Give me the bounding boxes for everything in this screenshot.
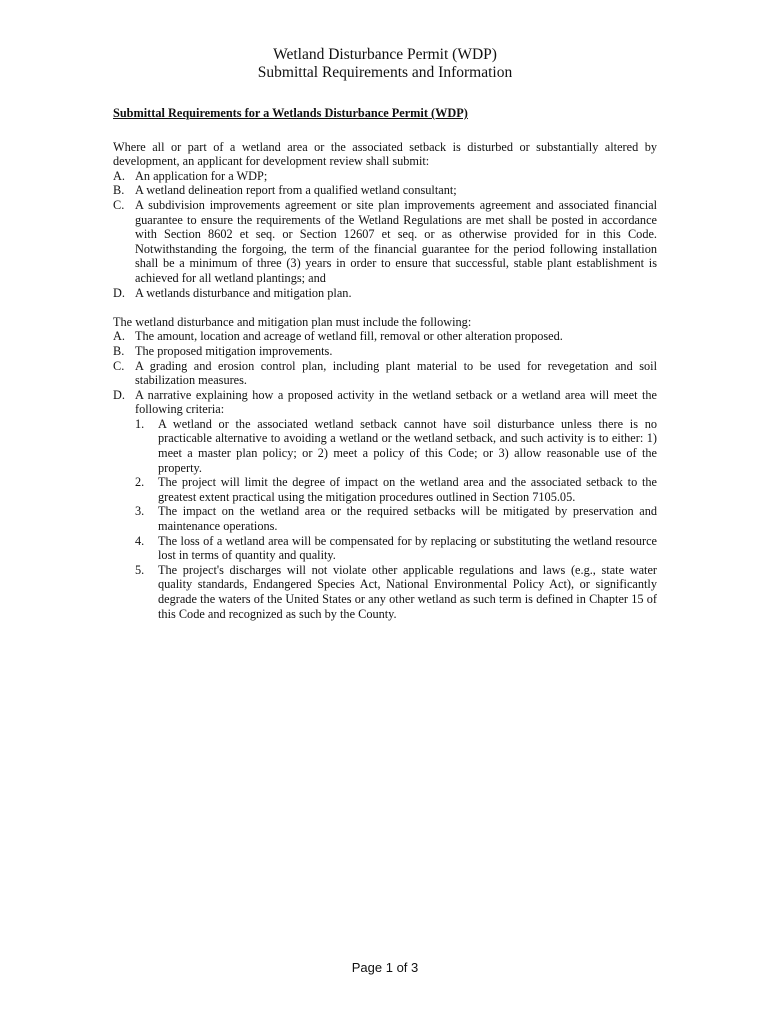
- document-body: [113, 106, 657, 621]
- criteria-text: A wetland or the associated wetland setback cannot have soil disturbance unless there is no practicable alternative to avoiding a wetland or the wetland setback, and such activity is to either: 1) meet a master plan policy; or 2) meet a policy of this Code; or 3) allow reasonable use of the property.: [158, 416, 657, 475]
- criteria-marker: 1.: [135, 416, 145, 431]
- plan-intro-paragraph: The wetland disturbance and mitigation plan must include the following:: [113, 314, 472, 329]
- list-item: [113, 359, 657, 388]
- list-item-text: The proposed mitigation improvements.: [135, 343, 333, 358]
- list-item: [113, 169, 657, 184]
- document-title: Wetland Disturbance Permit (WDP): [273, 46, 497, 63]
- criteria-text: The loss of a wetland area will be compensated for by replacing or substituting the wetland resource lost in terms of quantity and quality.: [158, 533, 657, 563]
- list-item-text: A narrative explaining how a proposed activity in the wetland setback or a wetland area will meet the following criteria:: [135, 387, 657, 417]
- list-marker: A.: [113, 329, 125, 344]
- list-item: [113, 198, 657, 286]
- list-marker: B.: [113, 183, 125, 198]
- criteria-marker: 5.: [135, 562, 145, 577]
- criteria-item: [135, 417, 657, 475]
- list-item-text: A subdivision improvements agreement or site plan improvements agreement and associated financial guarantee to ensure the requirements of the Wetland Regulations are met shall be posted in accordance with Section 8602 et seq. or Section 12607 et seq. or as otherwise provided for in this Code. Notwithstanding the forgoing, the term of the financial guarantee for the period following installation shall be a minimum of three (3) years in order to ensure that successful, stable plant establishment is achieved for all wetland plantings; and: [135, 197, 657, 285]
- list-marker: A.: [113, 168, 125, 183]
- list-item: [113, 344, 657, 359]
- list-item-text: A grading and erosion control plan, including plant material to be used for revegetation and soil stabilization measures.: [135, 358, 657, 388]
- criteria-item: [135, 475, 657, 504]
- list-item: [113, 183, 657, 198]
- list-item-text: A wetland delineation report from a qualified wetland consultant;: [135, 183, 457, 198]
- intro-paragraph: Where all or part of a wetland area or the associated setback is disturbed or substantially altered by development, an applicant for development review shall submit:: [113, 139, 657, 169]
- criteria-text: The project will limit the degree of impact on the wetland area and the associated setback to the greatest extent practical using the mitigation procedures outlined in Section 7105.05.: [158, 475, 657, 504]
- criteria-marker: 4.: [135, 533, 145, 548]
- list-item: [113, 388, 657, 417]
- list-marker: C.: [113, 358, 125, 373]
- criteria-marker: 3.: [135, 504, 145, 519]
- criteria-item: [135, 504, 657, 533]
- plan-requirements-list: [113, 329, 657, 621]
- requirements-list: [113, 169, 657, 300]
- list-item: [113, 286, 657, 301]
- list-item-text: An application for a WDP;: [135, 168, 268, 183]
- criteria-marker: 2.: [135, 475, 145, 490]
- document-subtitle: Submittal Requirements and Information: [257, 64, 513, 81]
- criteria-text: The project's discharges will not violate other applicable regulations and laws (e.g., state water quality standards, Endangered Species Act, National Environmental Policy Act), or significantly degrade the waters of the United States or any other wetland as such term is defined in Chapter 15 of this Code and recognized as such by the County.: [158, 562, 657, 621]
- criteria-list: [135, 417, 657, 621]
- list-marker: B.: [113, 343, 125, 358]
- list-item-text: A wetlands disturbance and mitigation plan.: [135, 285, 352, 300]
- criteria-item: [135, 534, 657, 563]
- criteria-text: The impact on the wetland area or the required setbacks will be mitigated by preservation and maintenance operations.: [158, 504, 657, 534]
- list-marker: D.: [113, 387, 125, 402]
- page-number: Page 1 of 3: [351, 960, 419, 975]
- list-marker: C.: [113, 197, 125, 212]
- criteria-item: [135, 563, 657, 621]
- list-item: [113, 329, 657, 344]
- section-heading: Submittal Requirements for a Wetlands Disturbance Permit (WDP): [113, 106, 468, 120]
- paragraph-gap: [113, 300, 657, 315]
- list-marker: D.: [113, 285, 125, 300]
- list-item-text: The amount, location and acreage of wetland fill, removal or other alteration proposed.: [135, 329, 563, 344]
